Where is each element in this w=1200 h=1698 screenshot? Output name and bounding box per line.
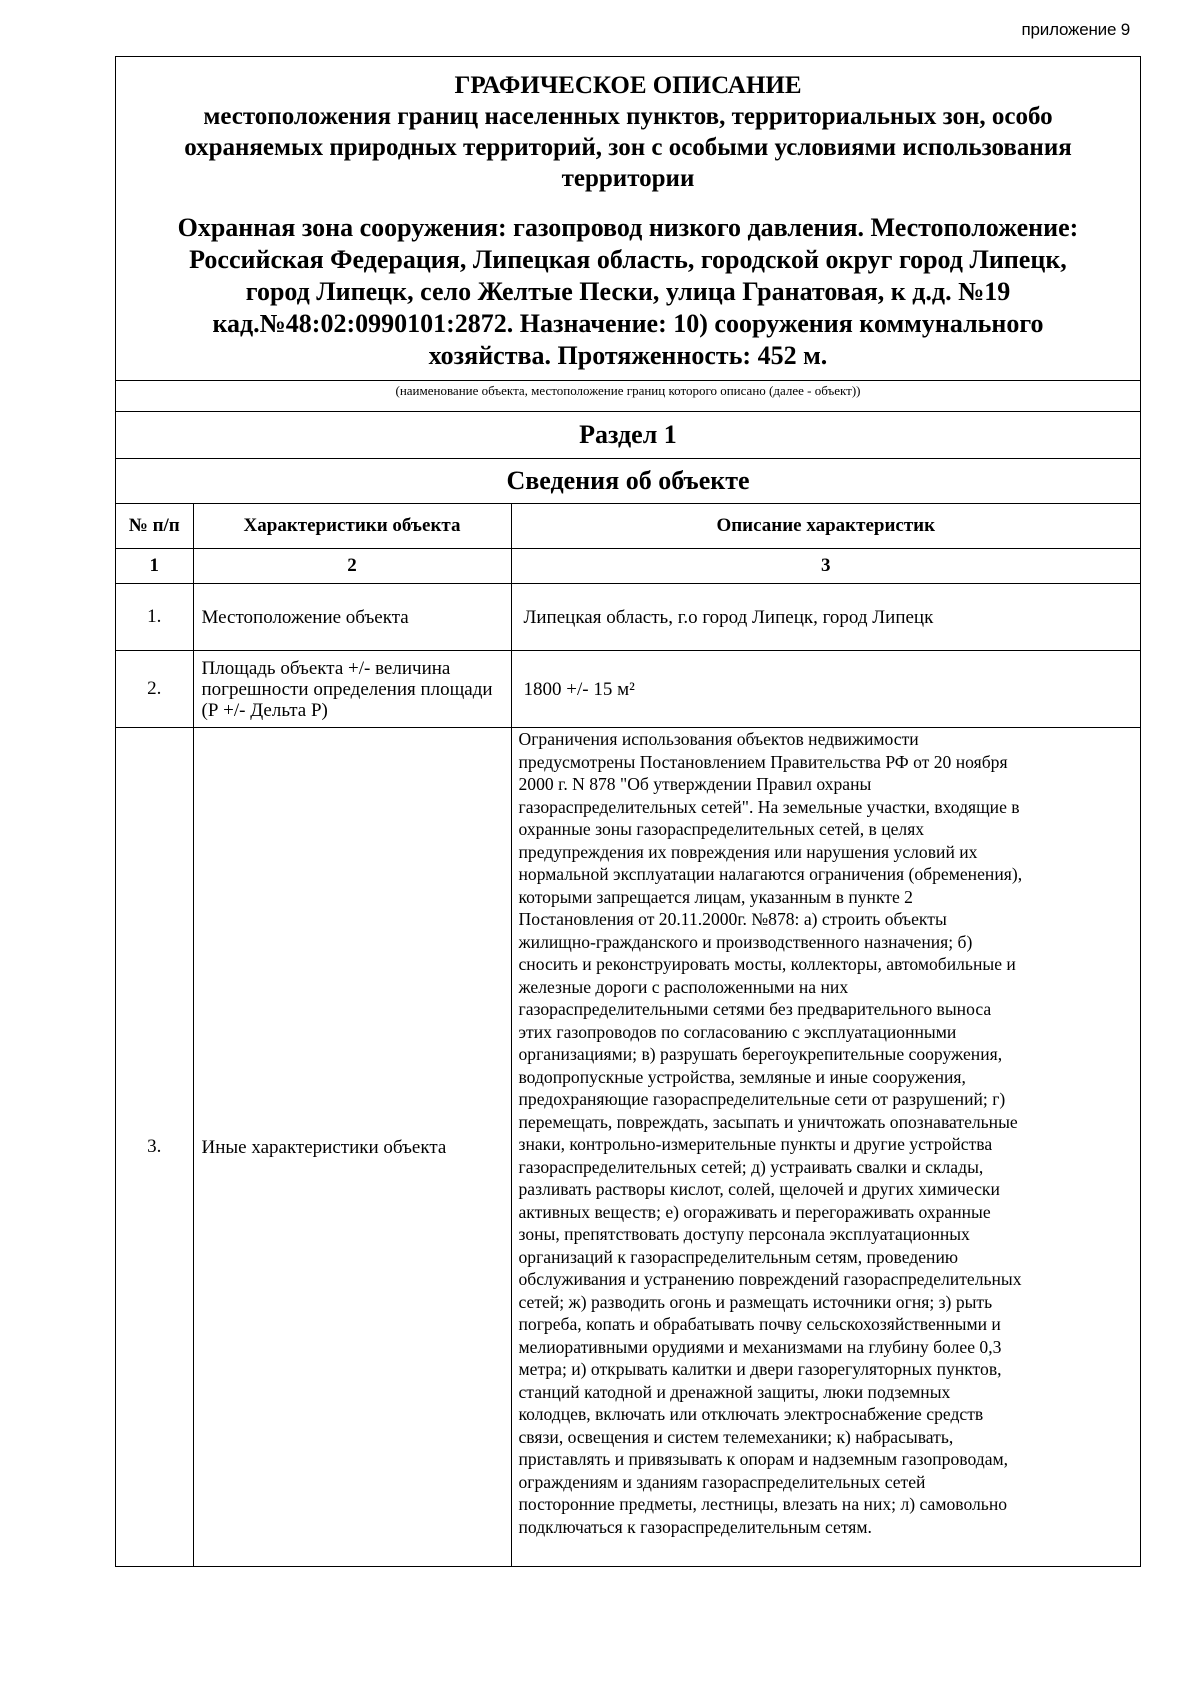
restrictions-text-line: предупреждения их повреждения или нарушения условий их xyxy=(518,841,978,862)
restrictions-text-line: сносить и реконструировать мосты, коллекторы, автомобильные и xyxy=(518,954,1016,974)
column-header-description: Описание характеристик xyxy=(511,504,1140,549)
table-row xyxy=(116,651,1140,728)
row-characteristic: Местоположение объекта xyxy=(193,584,511,651)
section-title: Сведения об объекте xyxy=(116,459,1140,504)
subtitle-line: охраняемых природных территорий, зон с особыми условиями использования xyxy=(184,134,1072,161)
restrictions-text-line: предусмотрены Постановлением Правительства РФ от 20 ноября xyxy=(518,751,1008,772)
restrictions-text-line: приставлять и привязывать к опорам и надземным газопроводам, xyxy=(518,1449,1009,1469)
restrictions-text-line: нормальной эксплуатации налагаются ограничения (обременения), xyxy=(518,864,1023,884)
object-line: Российская Федерация, Липецкая область, городской округ город Липецк, xyxy=(189,245,1067,274)
column-number: 1 xyxy=(116,549,193,584)
appendix-label: приложение 9 xyxy=(1021,20,1130,39)
restrictions-text-line: станций катодной и дренажной защиты, люки подземных xyxy=(518,1381,951,1402)
restrictions-text-line: предохраняющие газораспределительные сети от разрушений; г) xyxy=(518,1089,1006,1109)
document-header xyxy=(116,57,1140,381)
restrictions-text-line: Ограничения использования объектов недвижимости xyxy=(518,729,919,749)
restrictions-text-line: газораспределительными сетями без предварительного выноса xyxy=(518,999,992,1019)
restrictions-text-line: колодцев, включать или отключать электроснабжение средств xyxy=(518,1404,984,1424)
column-numbers-row xyxy=(116,549,1140,584)
characteristic-line: Площадь объекта +/- величина xyxy=(201,657,451,679)
column-header-characteristic: Характеристики объекта xyxy=(193,504,511,549)
restrictions-text-line: разливать растворы кислот, солей, щелочей и других химически xyxy=(518,1179,1000,1199)
object-line: хозяйства. Протяженность: 452 м. xyxy=(428,341,828,370)
subtitle-line: территории xyxy=(561,165,695,192)
object-line: кад.№48:02:0990101:2872. Назначение: 10) сооружения коммунального xyxy=(212,309,1044,338)
row-number: 1. xyxy=(116,584,193,651)
restrictions-text-line: зоны, препятствовать доступу персонала эксплуатационных xyxy=(518,1224,970,1244)
object-description xyxy=(136,212,1120,372)
restrictions-text-line: газораспределительных сетей". На земельные участки, входящие в xyxy=(518,796,1020,817)
row-description: Липецкая область, г.о город Липецк, город Липецк xyxy=(511,584,1140,651)
column-number: 2 xyxy=(193,549,511,584)
characteristic-line: (Р +/- Дельта Р) xyxy=(201,699,328,721)
table-header-row xyxy=(116,504,1140,549)
restrictions-text-line: перемещать, повреждать, засыпать и уничтожать опознавательные xyxy=(518,1111,1018,1132)
row-characteristic xyxy=(193,651,511,728)
restrictions-text-line: погреба, копать и обрабатывать почву сельскохозяйственными и xyxy=(518,1314,1001,1334)
row-number: 3. xyxy=(116,728,193,1567)
restrictions-text-line: 2000 г. N 878 "Об утверждении Правил охраны xyxy=(518,774,872,794)
restrictions-text-line: газораспределительных сетей; д) устраивать свалки и склады, xyxy=(518,1156,984,1177)
row-number: 2. xyxy=(116,651,193,728)
column-header-number: № п/п xyxy=(116,504,193,549)
restrictions-text-line: железные дороги с расположенными на них xyxy=(518,976,849,997)
restrictions-text-line: сетей; ж) разводить огонь и размещать источники огня; з) рыть xyxy=(518,1291,993,1312)
table-row xyxy=(116,584,1140,651)
restrictions-text-line: организаций к газораспределительным сетям, проведению xyxy=(518,1246,959,1267)
object-caption: (наименование объекта, местоположение границ которого описано (далее - объект)) xyxy=(116,381,1140,412)
restrictions-text-line: обслуживания и устранению повреждений газораспределительных xyxy=(518,1269,1022,1289)
document-frame xyxy=(115,56,1141,1567)
restrictions-text xyxy=(519,728,1133,1538)
row-description: 1800 +/- 15 м² xyxy=(511,651,1140,728)
restrictions-text-line: активных веществ; е) огораживать и перегораживать охранные xyxy=(518,1201,991,1222)
restrictions-text-line: водопропускные устройства, земляные и иные сооружения, xyxy=(518,1066,966,1087)
column-number: 3 xyxy=(511,549,1140,584)
restrictions-text-line: метра; и) открывать калитки и двери газорегуляторных пунктов, xyxy=(518,1359,1002,1379)
object-line: город Липецк, село Желтые Пески, улица Гранатовая, к д.д. №19 xyxy=(245,277,1011,306)
document-subtitle xyxy=(136,101,1120,194)
section-number: Раздел 1 xyxy=(116,412,1140,459)
characteristic-line: погрешности определения площади xyxy=(201,678,493,700)
restrictions-text-line: охранные зоны газораспределительных сетей, в целях xyxy=(518,819,925,839)
restrictions-text-line: организациями; в) разрушать берегоукрепительные сооружения, xyxy=(518,1044,1003,1064)
restrictions-text-line: подключаться к газораспределительным сетям. xyxy=(518,1516,872,1537)
object-info-table xyxy=(116,504,1140,1566)
restrictions-text-line: знаки, контрольно-измерительные пункты и другие устройства xyxy=(518,1134,993,1154)
row-characteristic: Иные характеристики объекта xyxy=(193,728,511,1567)
restrictions-text-line: посторонние предметы, лестницы, влезать на них; л) самовольно xyxy=(518,1494,1008,1514)
restrictions-text-line: мелиоративными орудиями и механизмами на глубину более 0,3 xyxy=(518,1336,1002,1357)
object-line: Охранная зона сооружения: газопровод низкого давления. Местоположение: xyxy=(177,213,1079,242)
restrictions-text-line: Постановления от 20.11.2000г. №878: а) строить объекты xyxy=(518,909,947,929)
restrictions-text-line: ограждениям и зданиям газораспределительных сетей xyxy=(518,1471,926,1492)
row-description xyxy=(511,728,1140,1567)
table-row xyxy=(116,728,1140,1567)
document-title: ГРАФИЧЕСКОЕ ОПИСАНИЕ xyxy=(454,72,802,99)
restrictions-text-line: которыми запрещается лицам, указанным в пункте 2 xyxy=(518,886,913,907)
restrictions-text-line: этих газопроводов по согласованию с эксплуатационными xyxy=(518,1021,957,1042)
restrictions-text-line: жилищно-гражданского и производственного назначения; б) xyxy=(518,931,973,952)
restrictions-text-line: связи, освещения и систем телемеханики; к) набрасывать, xyxy=(518,1426,954,1447)
subtitle-line: местоположения границ населенных пунктов, территориальных зон, особо xyxy=(203,103,1053,130)
